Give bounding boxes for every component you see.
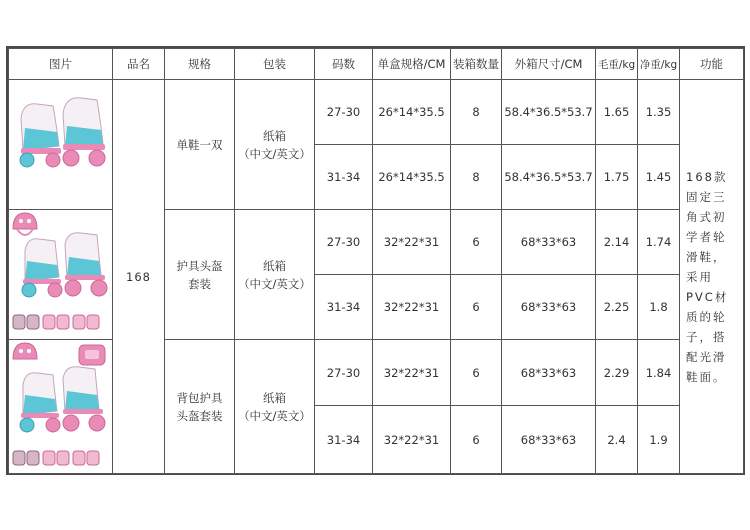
carton-size-cell: 68*33*63 — [502, 340, 596, 406]
carton-size-cell: 58.4*36.5*53.7 — [502, 80, 596, 145]
gross-weight-cell: 2.14 — [596, 210, 638, 275]
packaging-line1: 纸箱 — [263, 390, 286, 405]
spec-line1: 背包护具 — [176, 390, 223, 405]
quantity-cell: 6 — [451, 340, 502, 406]
quantity-cell: 8 — [451, 80, 502, 145]
carton-size-cell: 68*33*63 — [502, 406, 596, 474]
product-image-cell — [9, 210, 113, 340]
header-cell: 包装 — [235, 49, 315, 80]
net-weight-cell: 1.84 — [638, 340, 680, 406]
header-cell: 单盒规格/CM — [373, 49, 451, 80]
left-skate — [22, 239, 62, 297]
net-weight-cell: 1.9 — [638, 406, 680, 474]
size-cell: 31-34 — [315, 406, 373, 474]
quantity-cell: 6 — [451, 275, 502, 340]
net-weight-cell: 1.74 — [638, 210, 680, 275]
quantity-cell: 6 — [451, 406, 502, 474]
quantity-cell: 6 — [451, 210, 502, 275]
gross-weight-cell: 2.25 — [596, 275, 638, 340]
packaging-cell — [235, 210, 315, 340]
spec-table — [8, 48, 744, 474]
box-size-cell: 32*22*31 — [373, 275, 451, 340]
packaging-line2: （中文/英文） — [238, 408, 311, 423]
table-row — [9, 80, 744, 145]
net-weight-cell: 1.35 — [638, 80, 680, 145]
size-cell: 31-34 — [315, 145, 373, 210]
helmet-icon — [13, 343, 37, 359]
header-cell: 码数 — [315, 49, 373, 80]
right-skate — [65, 233, 107, 296]
header-cell: 品名 — [113, 49, 165, 80]
spec-table-frame — [6, 46, 745, 475]
packaging-line2: （中文/英文） — [238, 146, 311, 161]
product-image-cell — [9, 80, 113, 210]
packaging-cell — [235, 340, 315, 474]
packaging-line1: 纸箱 — [263, 128, 286, 143]
net-weight-cell: 1.8 — [638, 275, 680, 340]
right-skate — [63, 98, 105, 166]
spec-line2: 头盔套装 — [176, 408, 223, 423]
carton-size-cell: 68*33*63 — [502, 275, 596, 340]
left-skate — [20, 373, 60, 432]
header-cell: 功能 — [680, 49, 744, 80]
header-cell: 毛重/kg — [596, 49, 638, 80]
gross-weight-cell: 1.65 — [596, 80, 638, 145]
size-cell: 27-30 — [315, 210, 373, 275]
size-cell: 31-34 — [315, 275, 373, 340]
packaging-cell — [235, 80, 315, 210]
gross-weight-cell: 2.4 — [596, 406, 638, 474]
spec-cell — [165, 340, 235, 474]
function-description: 168款固定三角式初学者轮滑鞋，采用PVC材质的轮子，搭配光滑鞋面。 — [680, 80, 744, 474]
product-image-cell — [9, 340, 113, 474]
packaging-line1: 纸箱 — [263, 258, 286, 273]
header-cell: 规格 — [165, 49, 235, 80]
protective-pads-icon — [13, 451, 99, 465]
header-cell: 外箱尺寸/CM — [502, 49, 596, 80]
helmet-icon — [13, 213, 37, 235]
roller-skates-image — [13, 88, 109, 198]
spec-cell: 单鞋一双 — [165, 80, 235, 210]
product-name: 168 — [113, 80, 165, 474]
net-weight-cell: 1.45 — [638, 145, 680, 210]
box-size-cell: 32*22*31 — [373, 406, 451, 474]
protective-pads-icon — [13, 315, 99, 329]
skates-backpack-helmet-pads-image — [11, 341, 111, 469]
backpack-icon — [79, 345, 105, 365]
box-size-cell: 32*22*31 — [373, 340, 451, 406]
spec-line1: 护具头盔 — [176, 258, 223, 273]
box-size-cell: 32*22*31 — [373, 210, 451, 275]
packaging-line2: （中文/英文） — [238, 276, 311, 291]
carton-size-cell: 58.4*36.5*53.7 — [502, 145, 596, 210]
left-skate — [20, 104, 61, 167]
header-cell: 图片 — [9, 49, 113, 80]
quantity-cell: 8 — [451, 145, 502, 210]
size-cell: 27-30 — [315, 80, 373, 145]
box-size-cell: 26*14*35.5 — [373, 80, 451, 145]
header-row — [9, 49, 744, 80]
gross-weight-cell: 1.75 — [596, 145, 638, 210]
right-skate — [63, 367, 105, 431]
header-cell: 装箱数量 — [451, 49, 502, 80]
header-cell: 净重/kg — [638, 49, 680, 80]
box-size-cell: 26*14*35.5 — [373, 145, 451, 210]
spec-cell — [165, 210, 235, 340]
gross-weight-cell: 2.29 — [596, 340, 638, 406]
size-cell: 27-30 — [315, 340, 373, 406]
skates-helmet-pads-image — [11, 211, 111, 335]
spec-line2: 套装 — [188, 276, 211, 291]
carton-size-cell: 68*33*63 — [502, 210, 596, 275]
